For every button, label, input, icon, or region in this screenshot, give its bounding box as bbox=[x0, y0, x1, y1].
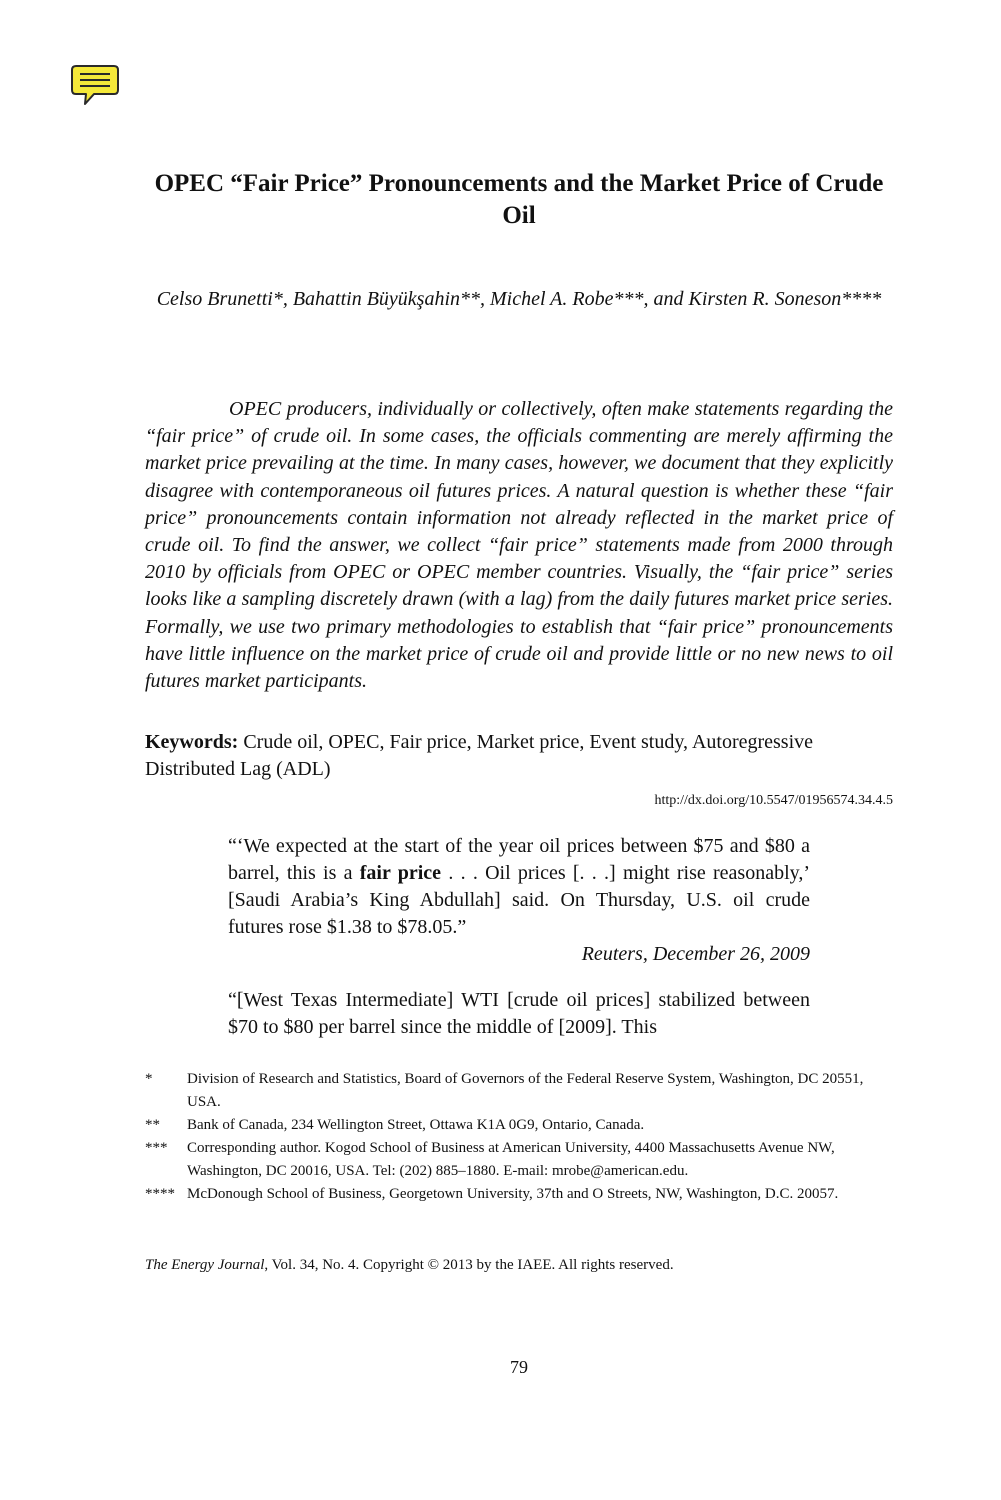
footnote-text: Division of Research and Statistics, Board of Governors of the Federal Reserve System, Washington, DC 20551, USA. bbox=[187, 1071, 864, 1110]
footnotes bbox=[145, 1068, 893, 1206]
paper-title: OPEC “Fair Price” Pronouncements and the Market Price of Crude Oil bbox=[154, 170, 884, 229]
footnote bbox=[145, 1137, 893, 1183]
quote-1-source: Reuters, December 26, 2009 bbox=[581, 943, 810, 965]
footnote bbox=[145, 1114, 893, 1137]
footnote-text: Corresponding author. Kogod School of Business at American University, 4400 Massachusetts Avenue NW, Washington, DC 20016, USA. Tel: (202) 885–1880. E-mail: mrobe@american.edu. bbox=[187, 1140, 835, 1179]
journal-name: The Energy Journal bbox=[145, 1257, 265, 1273]
copyright-line bbox=[145, 1254, 893, 1276]
epigraph-quote-1 bbox=[228, 833, 810, 941]
keywords bbox=[145, 729, 893, 783]
keywords-text: Crude oil, OPEC, Fair price, Market price, Event study, Autoregressive Distributed Lag (ADL) bbox=[145, 731, 814, 780]
comment-note-icon[interactable] bbox=[70, 63, 120, 107]
doi-link[interactable]: http://dx.doi.org/10.5547/01956574.34.4.5 bbox=[654, 793, 893, 808]
keywords-label: Keywords: bbox=[145, 731, 239, 753]
footnote bbox=[145, 1068, 893, 1114]
footnote-text: Bank of Canada, 234 Wellington Street, Ottawa K1A 0G9, Ontario, Canada. bbox=[187, 1117, 645, 1133]
footnote-text: McDonough School of Business, Georgetown University, 37th and O Streets, NW, Washington, D.C. 20057. bbox=[187, 1186, 839, 1202]
abstract: OPEC producers, individually or collectively, often make statements regarding the “fair price” of crude oil. In some cases, the officials commenting are merely affirming the market price prevailing at the time. In many cases, however, we document that they explicitly disagree with contemporaneous oil futures prices. A natural question is whether these “fair price” pronouncements contain information not already reflected in the market price of crude oil. To find the answer, we collect “fair price” statements made from 2000 through 2010 by officials from OPEC or OPEC member countries. Visually, the “fair price” series looks like a sampling discretely drawn (with a lag) from the daily futures market price series. Formally, we use two primary methodologies to establish that “fair price” pronouncements have little influence on the market price of crude oil and provide little or no new news to oil futures market participants. bbox=[145, 398, 893, 693]
quote-1-text-start: “‘We expected at the start of the year oil prices between $75 and $80 a barrel, this is a bbox=[228, 835, 810, 884]
page-number: 79 bbox=[510, 1357, 528, 1377]
footnote-mark: **** bbox=[145, 1186, 175, 1202]
copyright-text: , Vol. 34, No. 4. Copyright © 2013 by the IAEE. All rights reserved. bbox=[264, 1257, 674, 1273]
footnote bbox=[145, 1183, 893, 1206]
quote-1-emphasis: fair price bbox=[359, 862, 442, 884]
epigraph-quote-2: “[West Texas Intermediate] WTI [crude oil prices] stabilized between $70 to $80 per barrel since the middle of [2009]. This bbox=[228, 989, 810, 1038]
footnote-mark: * bbox=[145, 1071, 153, 1087]
author-list: Celso Brunetti*, Bahattin Büyükşahin**, Michel A. Robe***, and Kirsten R. Soneson**** bbox=[156, 288, 882, 310]
footnote-mark: *** bbox=[145, 1140, 168, 1156]
footnote-mark: ** bbox=[145, 1117, 160, 1133]
quote-1-text-end: . . . Oil prices [. . .] might rise reasonably,’ [Saudi Arabia’s King Abdullah] said. On Thursday, U.S. oil crude futures rose $1.38 to $78.05.” bbox=[228, 862, 811, 938]
